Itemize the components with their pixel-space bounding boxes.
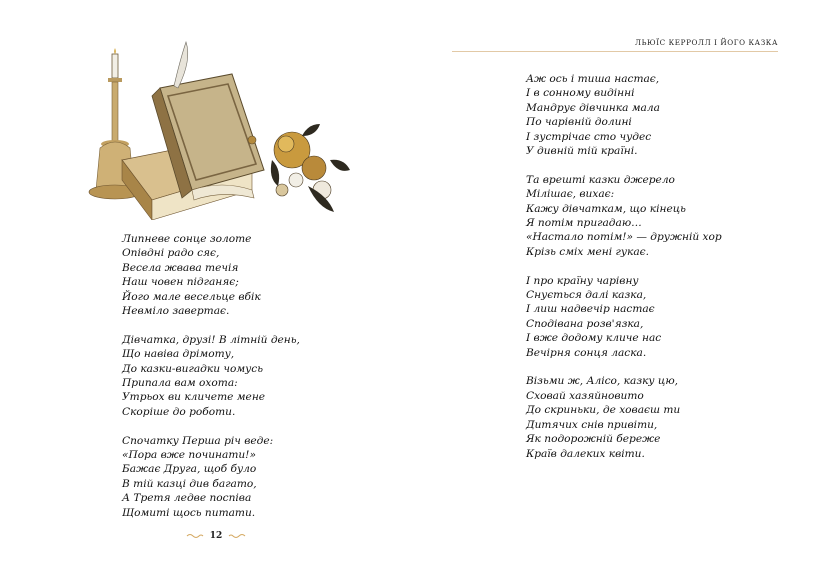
poem-line: І зустрічає сто чудес	[526, 130, 652, 143]
poem-line: Що навіва дрімоту,	[122, 348, 235, 361]
right-poem	[526, 72, 722, 461]
left-poem	[122, 232, 300, 520]
poem-line: Аж ось і тиша настає,	[526, 73, 660, 85]
poem-line: Дівчатка, друзі! В літній день,	[122, 333, 300, 346]
poem-line: Я потім пригадаю…	[526, 217, 642, 230]
poem-line: До казки-вигадки чомусь	[122, 362, 263, 375]
poem-line: Як подорожній береже	[526, 433, 661, 446]
poem-line: Крізь сміх мені гукає.	[526, 245, 649, 258]
poem-line: Припала вам охота:	[122, 377, 238, 390]
header-rule	[452, 51, 778, 52]
poem-line: І в сонному видінні	[526, 87, 635, 100]
poem-line: Візьми ж, Алісо, казку цю,	[526, 375, 679, 388]
poem-line: Опівдні радо сяє,	[122, 247, 220, 260]
poem-line: Весела жвава течія	[122, 261, 239, 274]
books-candlestick-flowers-icon	[82, 40, 352, 220]
poem-line: І вже додому кличе нас	[526, 332, 662, 345]
page-number-text: 12	[209, 531, 223, 541]
poem-line: І лиш надвечір настає	[526, 303, 655, 316]
poem-line: І про країну чарівну	[526, 274, 639, 287]
poem-line: В тій казці див багато,	[122, 477, 257, 490]
page-number	[176, 531, 256, 541]
poem-line: Скоріше до роботи.	[122, 405, 236, 418]
poem-line: Кажу дівчаткам, що кінець	[526, 202, 686, 215]
poem-line: Дитячих снів привіти,	[526, 418, 658, 431]
poem-line: Мілішає, вихає:	[526, 188, 615, 201]
stanza	[122, 232, 300, 318]
poem-line: Сховай хазяйновито	[526, 389, 644, 402]
poem-line: По чарівній долині	[526, 116, 632, 129]
poem-line: Снується далі казка,	[526, 289, 647, 302]
stanza	[526, 72, 722, 158]
stanza	[526, 173, 722, 259]
poem-line: Бажає Друга, щоб було	[122, 463, 257, 476]
poem-line: Липневе сонце золоте	[122, 233, 252, 245]
poem-line: А Третя ледве поспіва	[122, 492, 252, 505]
poem-line: У дивній тій країні.	[526, 145, 638, 158]
stanza	[526, 274, 722, 360]
poem-line: Невміло завертає.	[122, 305, 230, 318]
stanza	[122, 333, 300, 419]
poem-line: Спочатку Перша річ веде:	[122, 434, 274, 447]
stanza	[122, 434, 300, 520]
poem-line: Його мале весельце вбік	[122, 290, 261, 303]
poem-line: Сподівана розв'язка,	[526, 317, 644, 330]
poem-line: Мандрує дівчинка мала	[526, 101, 660, 114]
ornament-left-icon	[186, 533, 204, 539]
poem-line: «Пора вже починати!»	[122, 449, 256, 462]
poem-line: Утрьох ви кличете мене	[122, 391, 266, 404]
poem-line: До скриньки, де ховаєш ти	[526, 404, 681, 417]
poem-line: Країв далеких квіти.	[526, 447, 645, 460]
running-header: ЛЬЮЇС КЕРРОЛЛ І ЙОГО КАЗКА	[634, 38, 778, 47]
poem-line: Вечірня сонця ласка.	[526, 346, 647, 359]
poem-line: «Настало потім!» — дружній хор	[526, 231, 722, 244]
poem-line: Та врешті казки джерело	[526, 173, 675, 186]
books-illustration	[82, 40, 352, 220]
poem-line: Наш човен підганяє;	[122, 276, 239, 289]
poem-line: Щомиті щось питати.	[122, 506, 256, 519]
stanza	[526, 374, 722, 460]
ornament-right-icon	[228, 533, 246, 539]
